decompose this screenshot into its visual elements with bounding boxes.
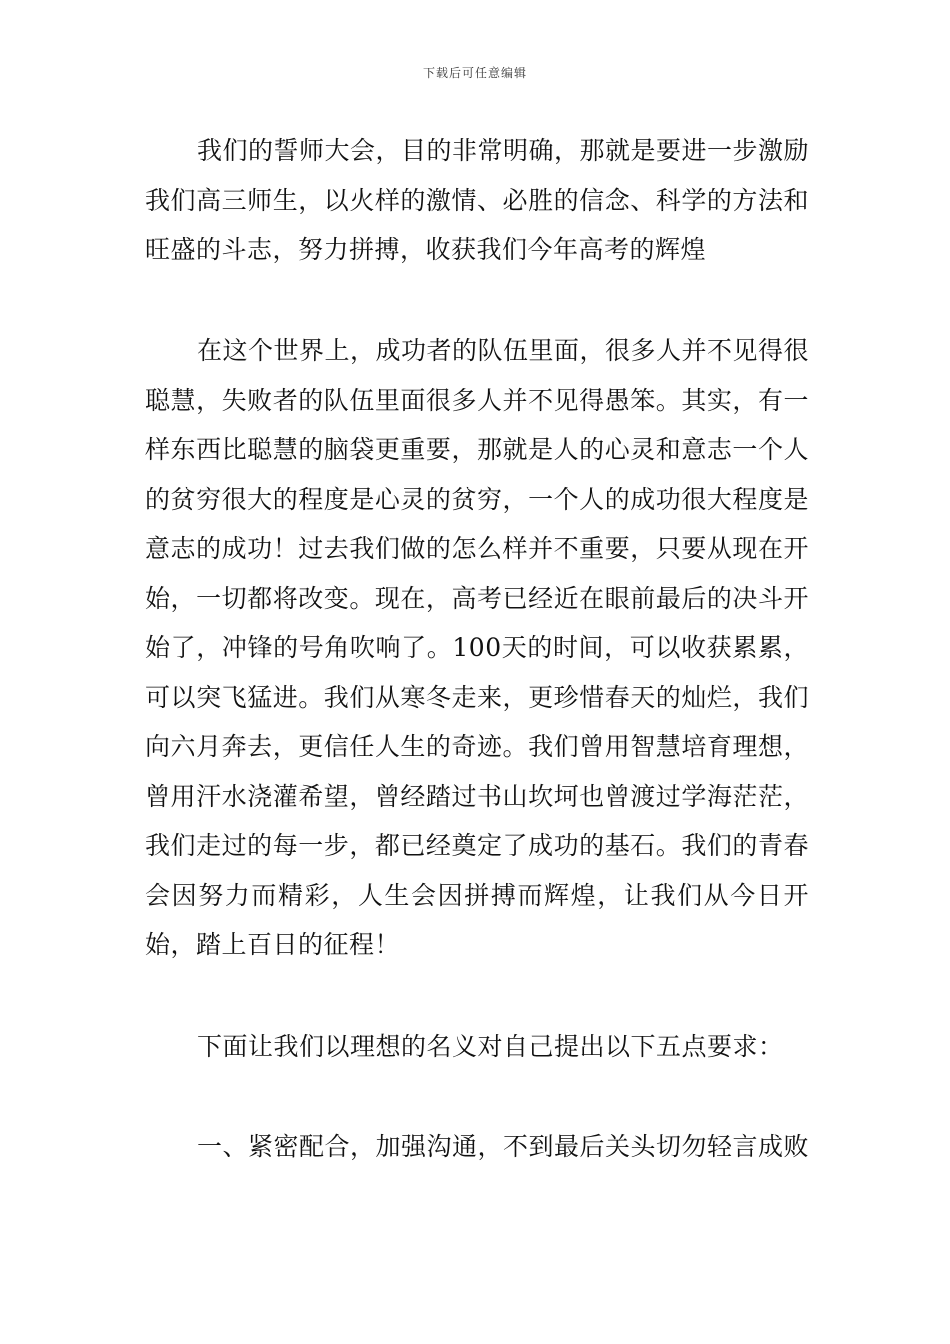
paragraph-success-and-will: 在这个世界上，成功者的队伍里面，很多人并不见得很聪慧，失败者的队伍里面很多人并不见得愚笨。其实，有一样东西比聪慧的脑袋更重要，那就是人的心灵和意志一个人的贫穷很大的程度是心灵的贫穷，一个人的成功很大程度是意志的成功！过去我们做的怎么样并不重要，只要从现在开始，一切都将改变。现在，高考已经近在眼前最后的决斗开始了，冲锋的号角吹响了。100天的时间，可以收获累累，可以突飞猛进。我们从寒冬走来，更珍惜春天的灿烂，我们向六月奔去，更信任人生的奇迹。我们曾用智慧培育理想，曾用汗水浇灌希望，曾经踏过书山坎坷也曾渡过学海茫茫，我们走过的每一步，都已经奠定了成功的基石。我们的青春会因努力而精彩，人生会因拼搏而辉煌，让我们从今日开始，踏上百日的征程！ (145, 336, 810, 959)
paragraph-oath-rally-purpose: 我们的誓师大会，目的非常明确，那就是要进一步激励我们高三师生，以火样的激情、必胜的信念、科学的方法和旺盛的斗志，努力拼搏，收获我们今年高考的辉煌 (145, 136, 810, 264)
page-header: 下载后可任意编辑 (422, 66, 527, 80)
paragraph-five-requirements-intro: 下面让我们以理想的名义对自己提出以下五点要求： (197, 1032, 784, 1061)
paragraph-requirement-one: 一、紧密配合，加强沟通，不到最后关头切勿轻言成败 (197, 1132, 810, 1161)
